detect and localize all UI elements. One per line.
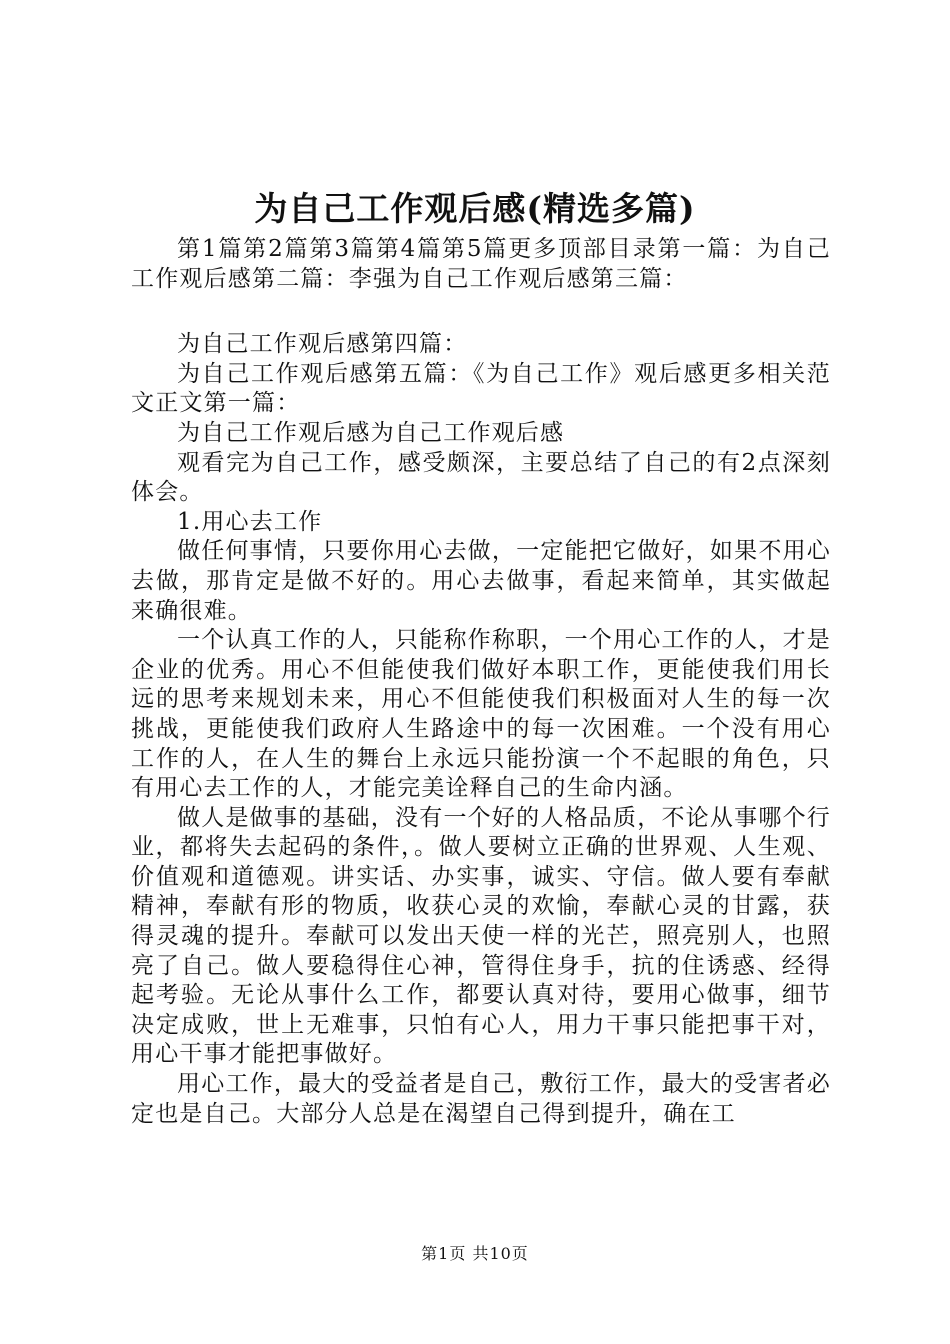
toc-paragraph: 为自己工作观后感第四篇： (177, 331, 468, 358)
document-title: 为自己工作观后感(精选多篇) (254, 189, 696, 228)
toc-paragraph: 为自己工作观后感第五篇：《为自己工作》观后感更多相关范文正文第一篇： (131, 360, 831, 417)
section-heading: 为自己工作观后感为自己工作观后感 (177, 419, 565, 446)
body-paragraph: 一个认真工作的人，只能称作称职，一个用心工作的人，才是企业的优秀。用心不但能使我们做好本职工作，更能使我们用长远的思考来规划未来，用心不但能使我们积极面对人生的每一次挑战，更能使我们政府人生路途中的每一次困难。一个没有用心工作的人，在人生的舞台上永远只能扮演一个不起眼的角色，只有用心去工作的人，才能完美诠释自己的生命内涵。 (131, 627, 831, 802)
body-paragraph: 做人是做事的基础，没有一个好的人格品质，不论从事哪个行业，都将失去起码的条件，。做人要树立正确的世界观、人生观、价值观和道德观。讲实话、办实事，诚实、守信。做人要有奉献精神，奉献有形的物质，收获心灵的欢愉，奉献心灵的甘露，获得灵魂的提升。奉献可以发出天使一样的光芒，照亮别人，也照亮了自己。做人要稳得住心神，管得住身手，抗的住诱惑、经得起考验。无论从事什么工作，都要认真对待，要用心做事，细节决定成败，世上无难事，只怕有心人，用力干事只能把事干对，用心干事才能把事做好。 (131, 804, 831, 1068)
page-footer: 第1页 共10页 (421, 1244, 529, 1263)
toc-paragraph: 第1篇第2篇第3篇第4篇第5篇更多顶部目录第一篇：为自己工作观后感第二篇：李强为自己工作观后感第三篇： (131, 236, 831, 292)
body-paragraph: 观看完为自己工作，感受颇深，主要总结了自己的有2点深刻体会。 (131, 449, 831, 506)
blank-line (131, 294, 831, 330)
body-paragraph: 用心工作，最大的受益者是自己，敷衍工作，最大的受害者必定也是自己。大部分人总是在渴望自己得到提升，确在工 (131, 1071, 831, 1127)
numbered-heading: 1.用心去工作 (177, 508, 323, 535)
document-body (131, 235, 831, 1129)
body-paragraph: 做任何事情，只要你用心去做，一定能把它做好，如果不用心去做，那肯定是做不好的。用心去做事，看起来简单，其实做起来确很难。 (131, 538, 831, 624)
